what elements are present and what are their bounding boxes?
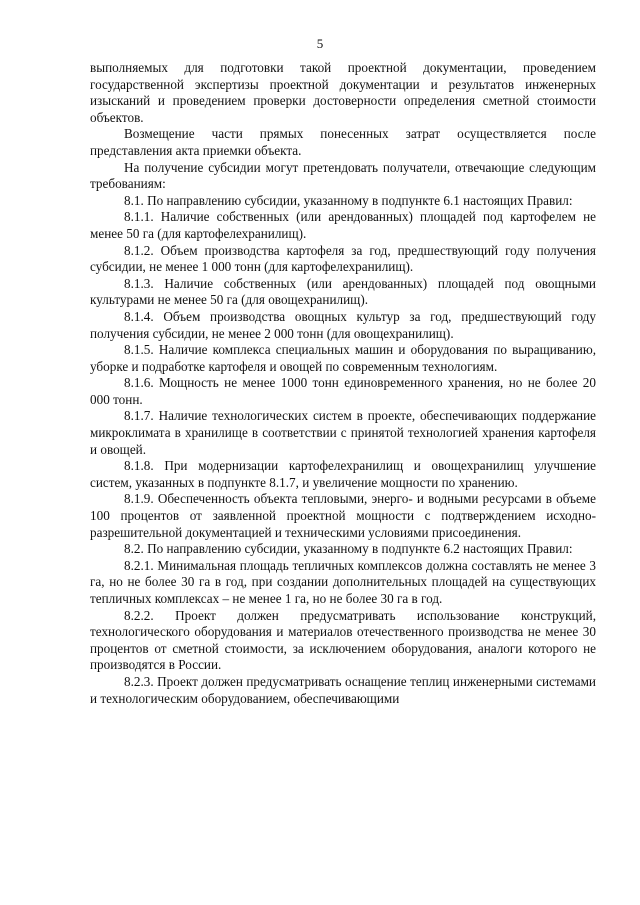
clause-8-1-1: 8.1.1. Наличие собственных (или арендованных) площадей под картофелем не менее 50 га (для картофелехранилищ). xyxy=(90,209,596,241)
clause-8-2-1: 8.2.1. Минимальная площадь тепличных комплексов должна составлять не менее 3 га, но не более 30 га в год, при создании дополнительных площадей на существующих тепличных комплексах – не менее 1 га, но не более 30 га в год. xyxy=(90,557,596,606)
clause-8-1-7: 8.1.7. Наличие технологических систем в проекте, обеспечивающих поддержание микроклимата в хранилище в соответствии с принятой технологией хранения картофеля и овощей. xyxy=(90,408,596,457)
paragraph-reimbursement: Возмещение части прямых понесенных затрат осуществляется после представления акта приемки объекта. xyxy=(90,126,596,158)
clause-8-1-6: 8.1.6. Мощность не менее 1000 тонн единовременного хранения, но не более 20 000 тонн. xyxy=(90,375,596,407)
clause-8-1-3: 8.1.3. Наличие собственных (или арендованных) площадей под овощными культурами не менее 50 га (для овощехранилищ). xyxy=(90,275,596,308)
clause-8-1-2: 8.1.2. Объем производства картофеля за год, предшествующий году получения субсидии, не менее 1 000 тонн (для картофелехранилищ). xyxy=(90,242,596,275)
paragraph-continuation: выполняемых для подготовки такой проектной документации, проведением государственной экспертизы проектной документации и результатов инженерных изысканий и проведением проверки достоверности определения сметной стоимости объектов. xyxy=(90,60,596,125)
page-number: 5 xyxy=(316,36,324,51)
clause-8-1-8: 8.1.8. При модернизации картофелехранилищ и овощехранилищ улучшение систем, указанных в подпункте 8.1.7, и увеличение мощности по хранению. xyxy=(90,458,596,490)
clause-8-1-9: 8.1.9. Обеспеченность объекта тепловыми, энерго- и водными ресурсами в объеме 100 процентов от заявленной проектной мощности с подтверждением исходно-разрешительной документацией и техническими условиями присоединения. xyxy=(90,491,596,540)
document-body xyxy=(90,60,596,707)
clause-8-2-3: 8.2.3. Проект должен предусматривать оснащение теплиц инженерными системами и технологическим оборудованием, обеспечивающими xyxy=(90,673,596,706)
clause-8-1-4: 8.1.4. Объем производства овощных культур за год, предшествующий году получения субсидии, не менее 2 000 тонн (для овощехранилищ). xyxy=(90,308,596,341)
clause-8-2-2: 8.2.2. Проект должен предусматривать использование конструкций, технологического оборудования и материалов отечественного производства не менее 30 процентов от сметной стоимости, за исключением оборудования, аналоги которого не производятся в России. xyxy=(90,607,596,673)
clause-8-1-5: 8.1.5. Наличие комплекса специальных машин и оборудования по выращиванию, уборке и подработке картофеля и овощей по современным технологиям. xyxy=(90,342,596,374)
clause-8-1: 8.1. По направлению субсидии, указанному в подпункте 6.1 настоящих Правил: xyxy=(124,192,573,208)
paragraph-eligibility-intro: На получение субсидии могут претендовать получатели, отвечающие следующим требованиям: xyxy=(90,159,596,192)
clause-8-2: 8.2. По направлению субсидии, указанному в подпункте 6.2 настоящих Правил: xyxy=(124,541,573,557)
